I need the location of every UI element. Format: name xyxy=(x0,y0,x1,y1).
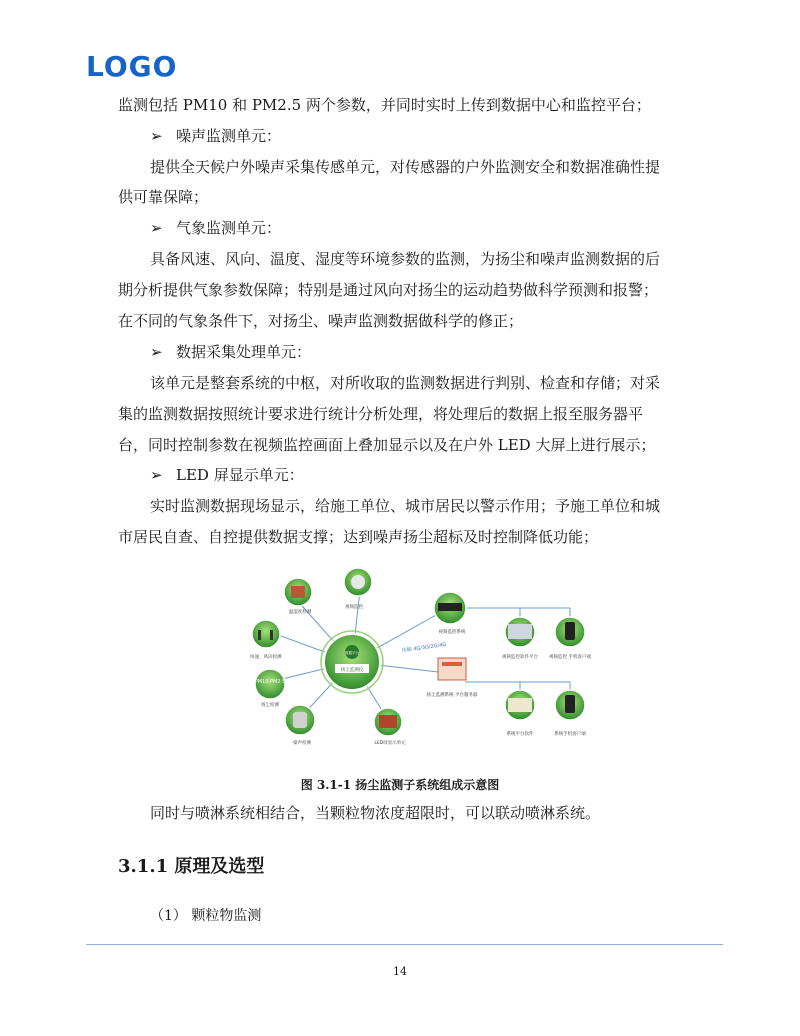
node-sys-platform xyxy=(505,690,535,737)
svg-text:视频监控系统: 视频监控系统 xyxy=(438,630,466,635)
paragraph: 提供全天候户外噪声采集传感单元，对传感器的户外监测安全和数据准确性提 xyxy=(150,158,661,176)
node-wind xyxy=(250,620,282,660)
svg-text:风速、风向检测: 风速、风向检测 xyxy=(250,655,282,660)
svg-text:视频监控: 视频监控 xyxy=(345,605,363,610)
bullet-noise-unit: ➢ 噪声监测单元： xyxy=(150,127,282,145)
svg-text:扬尘监测仪: 扬尘监测仪 xyxy=(340,668,364,673)
node-video-mobile xyxy=(549,617,591,660)
paragraph: 台，同时控制参数在视频监控画面上叠加显示以及在户外 LED 大屏上进行展示； xyxy=(118,436,656,454)
logo-text: LOGO xyxy=(86,52,178,78)
hub-node xyxy=(321,631,383,693)
svg-text:数据平台: 数据平台 xyxy=(345,651,359,655)
arrow-bullet-icon: ➢ xyxy=(150,219,163,237)
paragraph: 期分析提供气象参数保障；特别是通过风向对扬尘的运动趋势做科学预测和报警； xyxy=(118,281,659,299)
arrow-bullet-icon: ➢ xyxy=(150,127,163,145)
section-heading: 3.1.1 原理及选型 xyxy=(118,856,265,877)
svg-text:视频监控软件平台: 视频监控软件平台 xyxy=(502,655,538,660)
logo xyxy=(86,52,178,78)
paragraph: 市居民自查、自控提供数据支撑；达到噪声扬尘超标及时控制降低功能； xyxy=(118,528,599,546)
bullet-led-unit: ➢ LED 屏显示单元： xyxy=(150,466,304,484)
svg-text:系统平台软件: 系统平台软件 xyxy=(506,732,534,737)
svg-text:扬尘监测系统 平台服务器: 扬尘监测系统 平台服务器 xyxy=(426,693,478,698)
svg-text:视频监控 手机客户端: 视频监控 手机客户端 xyxy=(549,655,591,660)
svg-text:温湿度检测: 温湿度检测 xyxy=(288,610,312,615)
arrow-bullet-icon: ➢ xyxy=(150,466,163,484)
node-sensor xyxy=(284,578,312,615)
svg-text:系统手机客户端: 系统手机客户端 xyxy=(554,732,586,737)
paragraph: 实时监测数据现场显示，给施工单位、城市居民以警示作用；予施工单位和城 xyxy=(150,497,661,515)
arrow-bullet-icon: ➢ xyxy=(150,343,163,361)
svg-text:LED屏显示单元: LED屏显示单元 xyxy=(374,741,406,746)
node-video-system xyxy=(434,592,466,635)
node-sys-mobile xyxy=(554,690,586,737)
node-noise xyxy=(285,705,315,746)
node-led xyxy=(374,708,406,746)
bullet-weather-unit: ➢ 气象监测单元： xyxy=(150,219,282,237)
paragraph: 供可靠保障； xyxy=(118,188,209,206)
node-video-platform xyxy=(502,617,538,660)
list-item: （1） 颗粒物监测 xyxy=(150,908,262,924)
svg-text:PM10 PM2.5: PM10 PM2.5 xyxy=(254,679,286,685)
paragraph: 同时与喷淋系统相结合，当颗粒物浓度超限时，可以联动喷淋系统。 xyxy=(150,804,601,822)
bullet-data-unit: ➢ 数据采集处理单元： xyxy=(150,343,312,361)
paragraph: 集的监测数据按照统计要求进行统计分析处理，将处理后的数据上报至服务器平 xyxy=(118,405,644,423)
svg-text:扬尘检测: 扬尘检测 xyxy=(261,703,279,708)
page-number: 14 xyxy=(393,965,407,978)
paragraph: 在不同的气象条件下，对扬尘、噪声监测数据做科学的修正； xyxy=(118,312,524,330)
paragraph: 该单元是整套系统的中枢，对所收取的监测数据进行判别、检查和存储；对采 xyxy=(150,374,661,392)
svg-text:噪声检测: 噪声检测 xyxy=(293,741,311,746)
figure-caption: 图 3.1-1 扬尘监测子系统组成示意图 xyxy=(300,778,500,792)
link-label: 传输 4G/3G/2G/4G xyxy=(401,641,447,654)
paragraph: 监测包括 PM10 和 PM2.5 两个参数，并同时实时上传到数据中心和监控平台； xyxy=(118,96,651,114)
paragraph: 具备风速、风向、温度、湿度等环境参数的监测，为扬尘和噪声监测数据的后 xyxy=(150,250,661,268)
footer-divider xyxy=(86,944,723,945)
node-pm xyxy=(255,669,286,708)
node-server xyxy=(427,658,478,698)
system-diagram xyxy=(240,560,600,760)
